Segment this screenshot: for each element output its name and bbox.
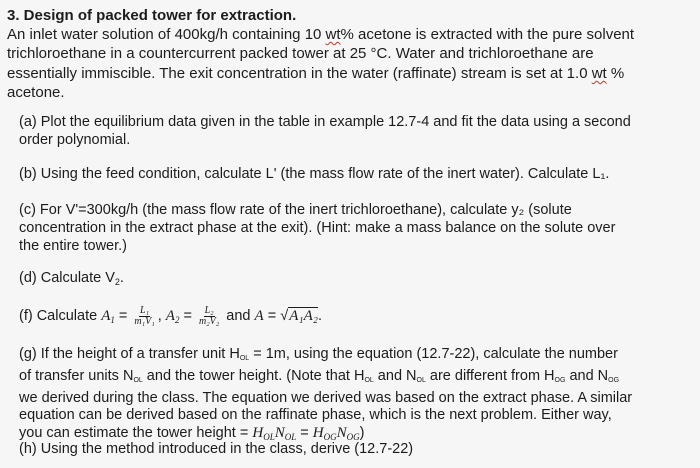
part-f: (f) Calculate $A_1$ = $\frac{\text{L₁}}{\text{m₁V₁}}$ , $A_2$ = $\frac{\text{L₂}}{\text{m₂V₂}}$ and A = √A₁A₂. <box>19 304 322 327</box>
part-a-line-1: (a) Plot the equilibrium data given in the table in example 12.7-4 and fit the data using a second <box>19 114 631 130</box>
part-g-line-2: of transfer units NOL and the tower height. (Note that HOL and NOL are different from HOG and NOG <box>19 367 620 384</box>
part-c <box>19 202 689 255</box>
part-c-line-3: the entire tower.) <box>19 237 127 254</box>
part-c-line-2: concentration in the extract phase at the exit). (Hint: make a mass balance on the solute over <box>19 219 616 236</box>
problem-title: 3. Design of packed tower for extraction. <box>7 7 297 24</box>
part-c-line-1: (c) For V'=300kg/h (the mass flow rate of the inert trichloroethane), calculate y₂ (solute <box>19 202 572 218</box>
part-g-line-3: we derived during the class. The equation we derived was based on the extract phase. A similar <box>19 389 633 406</box>
wt-spellcheck-word: wt <box>591 64 607 82</box>
fraction-a1: $\frac{\text{L₁}}{\text{m₁V₁}}$ <box>134 304 155 327</box>
part-a-line-2: order polynomial. <box>19 131 131 148</box>
part-a <box>19 114 689 150</box>
part-g-line-5: you can estimate the tower height = $H_{OL}N_{OL} = H_{OG}N_{OG}$) <box>19 425 365 443</box>
part-h-line-1: (h) Using the method introduced in the class, derive (12.7-22) <box>19 441 414 457</box>
part-b <box>19 166 689 184</box>
part-g <box>19 346 689 447</box>
part-g-line-1: (g) If the height of a transfer unit HOL = 1m, using the equation (12.7-22), calculate the number <box>19 346 618 362</box>
part-h <box>19 441 689 459</box>
part-g-line-4: equation can be derived based on the raffinate phase, which is the next problem. Either way, <box>19 407 612 424</box>
intro-line-2: trichloroethane in a countercurrent packed tower at 25 °C. Water and trichloroethane are <box>7 45 594 63</box>
intro-line-3: essentially immiscible. The exit concentration in the water (raffinate) stream is set at 1.0 wt % <box>7 64 625 82</box>
intro-line-4: acetone. <box>7 84 65 102</box>
fraction-a2: $\frac{\text{L₂}}{\text{m₂V₂}}$ <box>198 304 220 327</box>
part-d: (d) Calculate $V_2$. <box>19 270 124 287</box>
part-b-line-1: (b) Using the feed condition, calculate L' (the mass flow rate of the inert water). Calculate L₁. <box>19 166 610 182</box>
problem-intro <box>7 25 693 103</box>
sqrt-icon: √ <box>280 308 289 324</box>
wt-spellcheck-word: wt <box>325 26 341 43</box>
intro-line-1: An inlet water solution of 400kg/h containing 10 wt% acetone is extracted with the pure solvent <box>7 26 635 43</box>
